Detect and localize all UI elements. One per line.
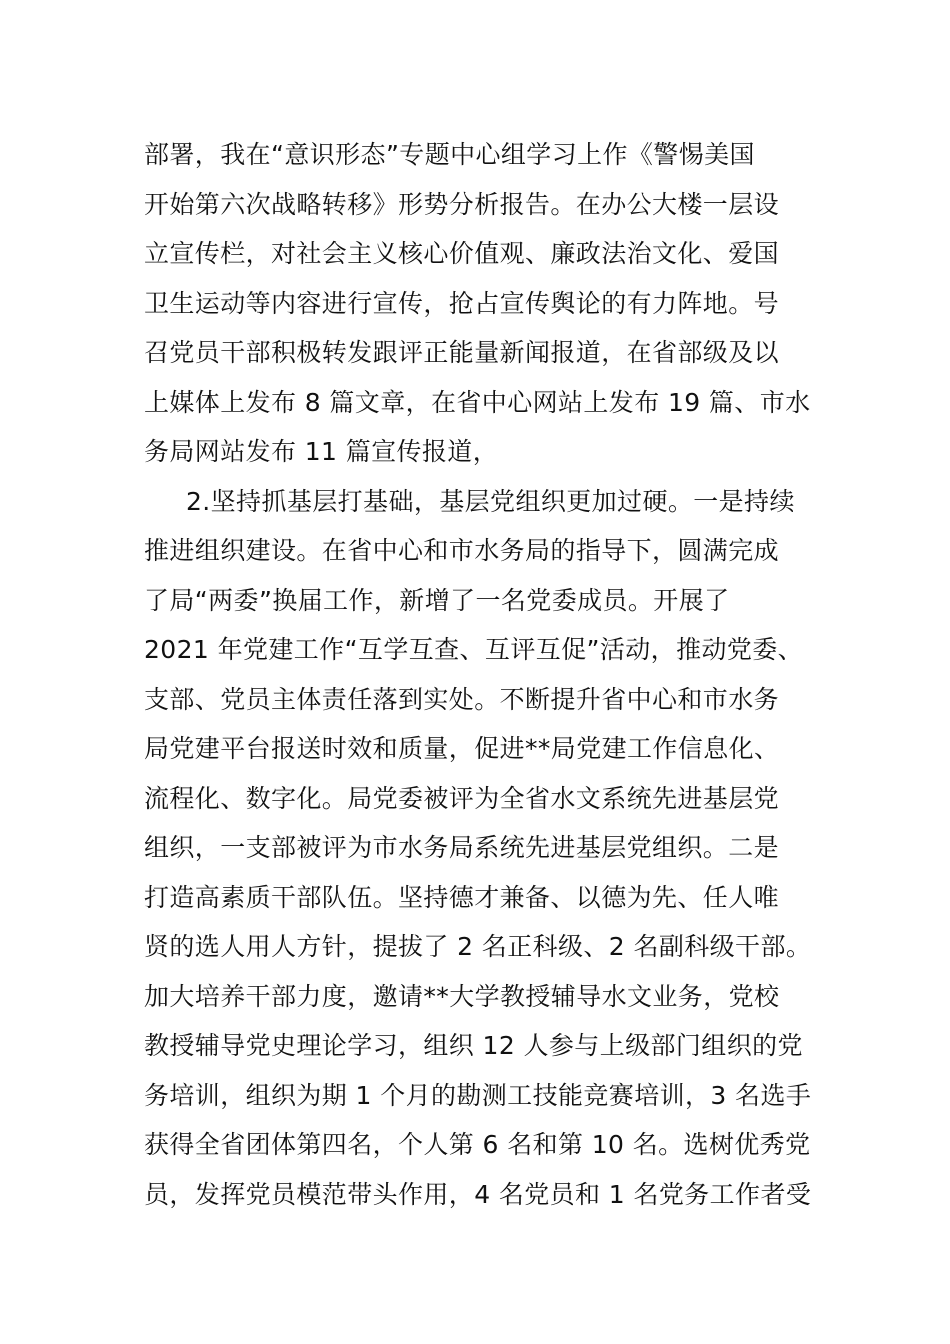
text-line: 教授辅导党史理论学习，组织 12 人参与上级部门组织的党 <box>144 1031 803 1060</box>
text-line: 卫生运动等内容进行宣传，抢占宣传舆论的有力阵地。号 <box>144 288 780 318</box>
document-body <box>144 130 824 1219</box>
text-line: 推进组织建设。在省中心和市水务局的指导下，圆满完成 <box>144 536 780 565</box>
text-line: 贤的选人用人方针，提拔了 2 名正科级、2 名副科级干部。 <box>144 932 812 961</box>
text-line: 开始第六次战略转移》形势分析报告。在办公大楼一层设 <box>144 189 780 219</box>
text-line: 召党员干部积极转发跟评正能量新闻报道，在省部级及以 <box>144 338 780 367</box>
text-line: 立宣传栏，对社会主义核心价值观、廉政法治文化、爱国 <box>144 239 780 268</box>
text-line: 上媒体上发布 8 篇文章，在省中心网站上发布 19 篇、市水 <box>144 387 811 417</box>
text-line: 2.坚持抓基层打基础，基层党组织更加过硬。一是持续 <box>186 486 795 516</box>
text-line: 组织，一支部被评为市水务局系统先进基层党组织。二是 <box>144 833 780 862</box>
text-line: 员，发挥党员模范带头作用，4 名党员和 1 名党务工作者受 <box>144 1179 812 1209</box>
text-line: 务局网站发布 11 篇宣传报道， <box>144 437 499 466</box>
text-line: 局党建平台报送时效和质量，促进**局党建工作信息化、 <box>144 734 780 763</box>
paragraph-1 <box>144 130 824 477</box>
text-line: 流程化、数字化。局党委被评为全省水文系统先进基层党 <box>144 783 780 813</box>
text-line: 打造高素质干部队伍。坚持德才兼备、以德为先、任人唯 <box>144 882 780 912</box>
text-line: 加大培养干部力度，邀请**大学教授辅导水文业务，党校 <box>144 981 780 1011</box>
text-line: 部署，我在“意识形态”专题中心组学习上作《警惕美国 <box>144 140 755 169</box>
paragraph-2 <box>144 477 824 1220</box>
text-line: 务培训，组织为期 1 个月的勘测工技能竞赛培训，3 名选手 <box>144 1080 812 1110</box>
text-line: 获得全省团体第四名，个人第 6 名和第 10 名。选树优秀党 <box>144 1130 811 1159</box>
text-line: 2021 年党建工作“互学互查、互评互促”活动，推动党委、 <box>144 635 804 664</box>
text-line: 支部、党员主体责任落到实处。不断提升省中心和市水务 <box>144 684 780 714</box>
text-line: 了局“两委”换届工作，新增了一名党委成员。开展了 <box>144 585 730 615</box>
